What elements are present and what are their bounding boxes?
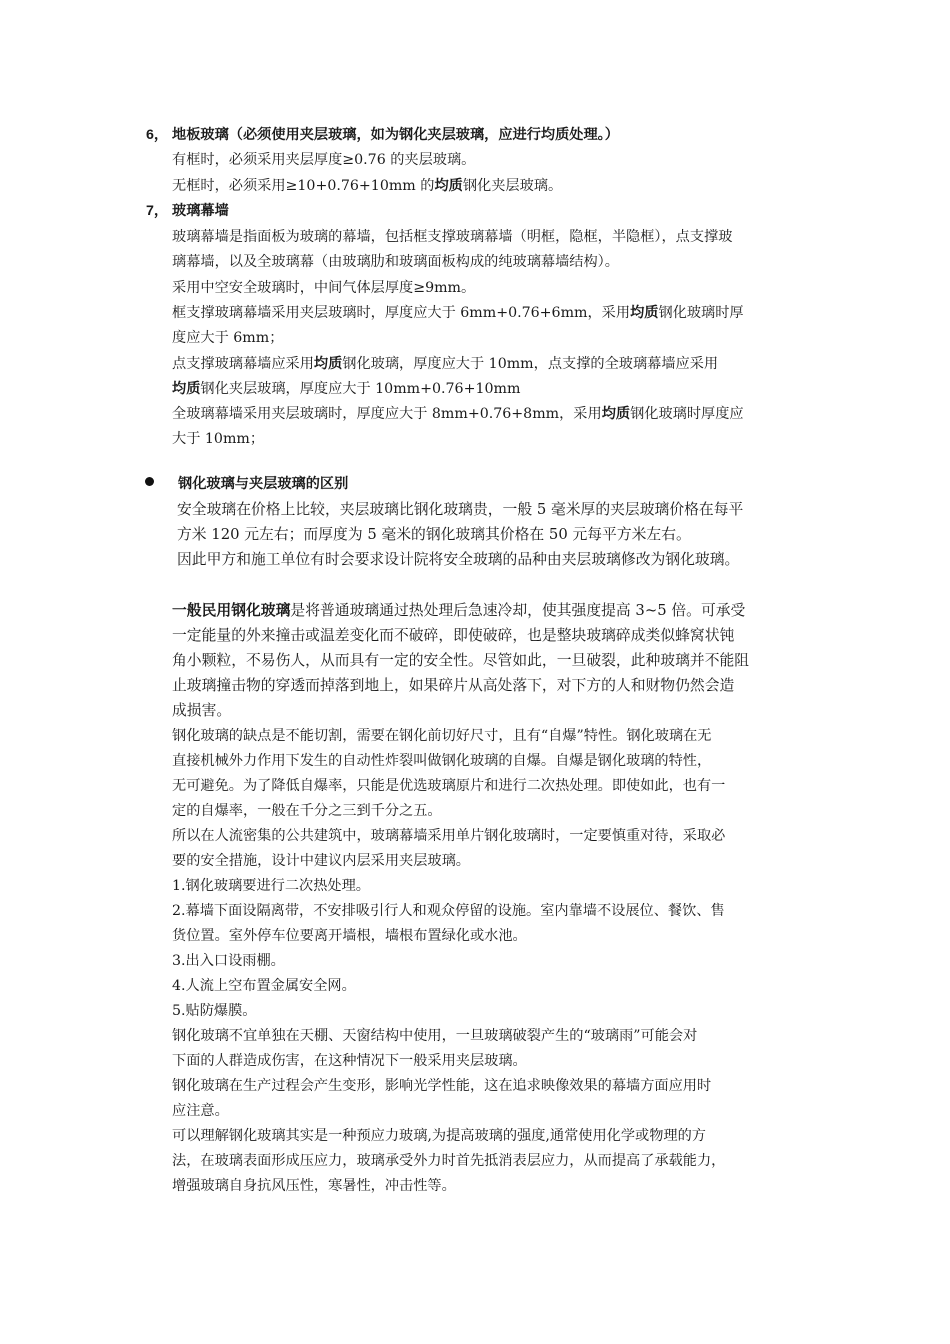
difference-line-2: 方米 120 元左右；而厚度为 5 毫米的钢化玻璃其价格在 50 元每平方米左右。 [177, 526, 691, 543]
section-6-number: 6， [146, 127, 169, 143]
prestress-line-1: 可以理解钢化玻璃其实是一种预应力玻璃,为提高玻璃的强度,通常使用化学或物理的方 [172, 1128, 706, 1144]
difference-line-1: 安全玻璃在价格上比较，夹层玻璃比钢化玻璃贵，一般 5 毫米厚的夹层玻璃价格在每平 [177, 501, 744, 518]
measure-item-5: 5.贴防爆膜。 [172, 1003, 257, 1019]
section-7-para-4b: 均质钢化夹层玻璃，厚度应大于 10mm+0.76+10mm [172, 381, 521, 397]
measure-item-2a: 2.幕墙下面设隔离带，不安排吸引行人和观众停留的设施。室内靠墙不设展位、餐饮、售 [172, 903, 725, 919]
section-7-number: 7， [146, 203, 169, 219]
section-7-para-5b: 大于 10mm； [172, 431, 265, 447]
section-7-para-2: 采用中空安全玻璃时，中间气体层厚度≥9mm。 [172, 280, 476, 296]
section-7-para-1a: 玻璃幕墙是指面板为玻璃的幕墙，包括框支撑玻璃幕墙（明框，隐框，半隐框），点支撑玻 [172, 229, 733, 245]
measure-item-4: 4.人流上空布置金属安全网。 [172, 978, 356, 994]
section-6-line-1: 有框时，必须采用夹层厚度≥0.76 的夹层玻璃。 [172, 152, 476, 168]
difference-line-3: 因此甲方和施工单位有时会要求设计院将安全玻璃的品种由夹层玻璃修改为钢化玻璃。 [177, 551, 740, 568]
deformation-line-2: 应注意。 [172, 1103, 229, 1119]
section-7-para-3b: 度应大于 6mm； [172, 330, 284, 346]
prestress-line-3: 增强玻璃自身抗风压性，寒暑性，冲击性等。 [172, 1178, 456, 1194]
skylight-line-1: 钢化玻璃不宜单独在天棚、天窗结构中使用，一旦玻璃破裂产生的“玻璃雨”可能会对 [172, 1028, 698, 1044]
section-7-heading: 玻璃幕墙 [172, 203, 229, 219]
prestress-line-2: 法，在玻璃表面形成压应力，玻璃承受外力时首先抵消表层应力，从而提高了承载能力， [172, 1153, 726, 1169]
measure-item-1: 1.钢化玻璃要进行二次热处理。 [172, 878, 370, 894]
section-7-para-4a: 点支撑玻璃幕墙应采用均质钢化玻璃，厚度应大于 10mm，点支撑的全玻璃幕墙应采用 [172, 356, 719, 372]
difference-heading: 钢化玻璃与夹层玻璃的区别 [178, 476, 349, 492]
section-6-heading: 地板玻璃（必须使用夹层玻璃，如为钢化夹层玻璃，应进行均质处理。） [172, 127, 619, 143]
measure-item-2b: 货位置。室外停车位要离开墙根，墙根布置绿化或水池。 [172, 928, 527, 944]
drawback-line-1: 钢化玻璃的缺点是不能切割，需要在钢化前切好尺寸，且有“自爆”特性。钢化玻璃在无 [172, 728, 712, 744]
section-6-line-2: 无框时，必须采用≥10+0.76+10mm 的均质钢化夹层玻璃。 [172, 178, 563, 194]
drawback-line-3: 无可避免。为了降低自爆率，只能是优选玻璃原片和进行二次热处理。即使如此，也有一 [172, 778, 726, 794]
bullet-icon [145, 477, 154, 486]
measure-item-3: 3.出入口设雨棚。 [172, 953, 285, 969]
section-7-para-1b: 璃幕墙，以及全玻璃幕（由玻璃肋和玻璃面板构成的纯玻璃幕墙结构）。 [172, 254, 619, 270]
deformation-line-1: 钢化玻璃在生产过程会产生变形，影响光学性能，这在追求映像效果的幕墙方面应用时 [172, 1078, 712, 1094]
section-7-para-3a: 框支撑玻璃幕墙采用夹层玻璃时，厚度应大于 6mm+0.76+6mm，采用均质钢化玻璃时厚 [172, 305, 744, 321]
section-7-para-5a: 全玻璃幕墙采用夹层玻璃时，厚度应大于 8mm+0.76+8mm，采用均质钢化玻璃时厚度应 [172, 406, 744, 422]
measures-intro-line-1: 所以在人流密集的公共建筑中，玻璃幕墙采用单片钢化玻璃时，一定要慎重对待，采取必 [172, 828, 726, 844]
tempered-intro-line-5: 成损害。 [172, 702, 232, 719]
tempered-intro-line-2: 一定能量的外来撞击或温差变化而不破碎，即使破碎，也是整块玻璃碎成类似蜂窝状钝 [172, 627, 735, 644]
tempered-intro-line-1: 一般民用钢化玻璃是将普通玻璃通过热处理后急速冷却，使其强度提高 3~5 倍。可承受 [172, 602, 746, 619]
tempered-intro-line-3: 角小颗粒，不易伤人，从而具有一定的安全性。尽管如此，一旦破裂，此种玻璃并不能阻 [172, 652, 750, 669]
drawback-line-2: 直接机械外力作用下发生的自动性炸裂叫做钢化玻璃的自爆。自爆是钢化玻璃的特性， [172, 753, 712, 769]
drawback-line-4: 定的自爆率，一般在千分之三到千分之五。 [172, 803, 442, 819]
measures-intro-line-2: 要的安全措施，设计中建议内层采用夹层玻璃。 [172, 853, 470, 869]
tempered-intro-line-4: 止玻璃撞击物的穿透而掉落到地上，如果碎片从高处落下，对下方的人和财物仍然会造 [172, 677, 735, 694]
skylight-line-2: 下面的人群造成伤害，在这种情况下一般采用夹层玻璃。 [172, 1053, 527, 1069]
